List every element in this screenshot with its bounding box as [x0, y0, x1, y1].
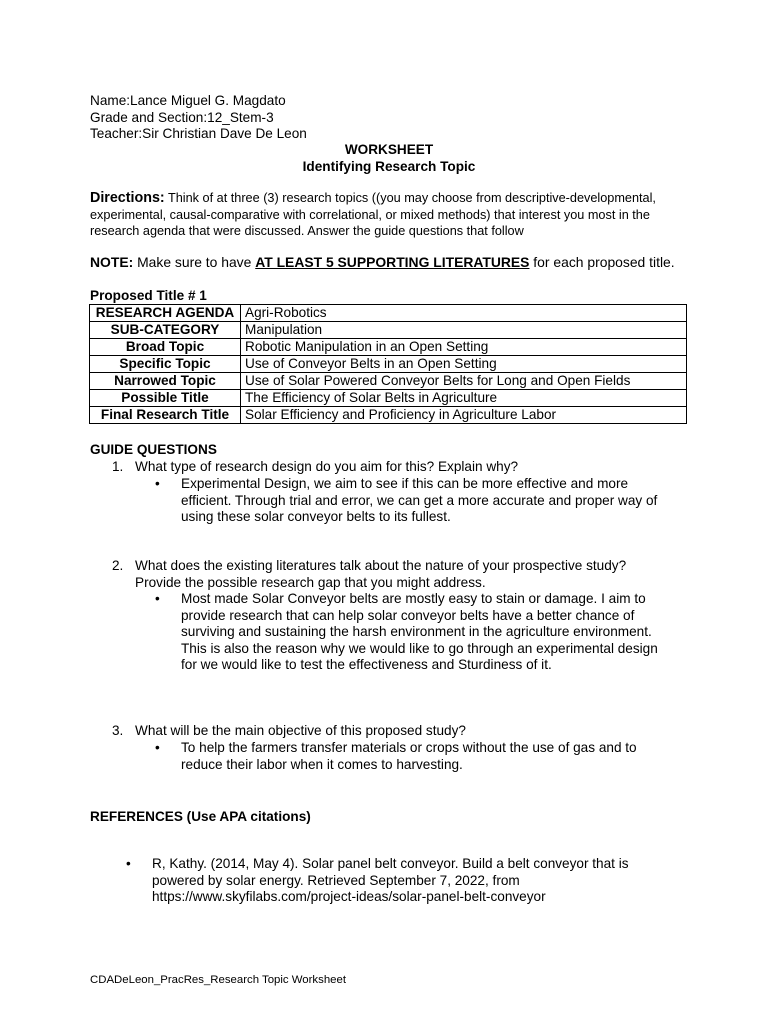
row-value: Use of Solar Powered Conveyor Belts for Long and Open Fields: [241, 373, 687, 390]
row-label: Possible Title: [90, 390, 241, 407]
bullet-icon: •: [126, 856, 131, 871]
question-number: 2.: [112, 558, 124, 573]
worksheet-title: WORKSHEET: [344, 142, 434, 157]
table-row: [90, 390, 687, 407]
grade-section: Grade and Section:12_Stem-3: [90, 109, 274, 125]
row-label: Narrowed Topic: [90, 373, 241, 390]
note-pre: Make sure to have: [133, 254, 256, 270]
bullet-icon: •: [155, 591, 160, 606]
directions-label: Directions:: [90, 190, 165, 206]
row-value: Robotic Manipulation in an Open Setting: [241, 339, 687, 356]
note: [90, 254, 710, 271]
answer-text: To help the farmers transfer materials or crops without the use of gas and to reduce their labor when it comes to harvesting.: [181, 740, 637, 772]
research-agenda-table: [89, 304, 687, 424]
directions: [90, 190, 690, 240]
question-text: What type of research design do you aim for this? Explain why?: [135, 459, 519, 474]
note-highlight: AT LEAST 5 SUPPORTING LITERATURES: [255, 254, 530, 270]
table-row: [90, 339, 687, 356]
reference-text: R, Kathy. (2014, May 4). Solar panel belt conveyor. Build a belt conveyor that is powered by solar energy. Retrieved September 7, 2022, from https://www.skyfilabs.com/project-ideas/solar-panel-belt-conveyor: [152, 856, 629, 904]
row-value: Agri-Robotics: [241, 305, 687, 322]
student-info: [90, 93, 307, 143]
table-row: [90, 322, 687, 339]
proposed-title: Proposed Title # 1: [90, 288, 207, 303]
table-row: [90, 356, 687, 373]
row-value: The Efficiency of Solar Belts in Agriculture: [241, 390, 687, 407]
directions-text: Think of at three (3) research topics ((you may choose from descriptive-developmental, experimental, causal-comparative with correlational, or mixed methods) that interest you most in the research agenda that were discussed. Answer the guide questions that follow: [90, 191, 656, 238]
answer-text: Most made Solar Conveyor belts are mostly easy to stain or damage. I aim to provide research that can help solar conveyor belts have a better chance of surviving and sustaining the harsh environment in the agriculture environment. This is also the reason why we would like to go through an experimental design for we would like to test the effectiveness and Sturdiness of it.: [181, 591, 658, 672]
note-post: for each proposed title.: [529, 254, 675, 270]
table-row: [90, 305, 687, 322]
row-label: Final Research Title: [90, 407, 241, 424]
row-label: Specific Topic: [90, 356, 241, 373]
student-name: Name:Lance Miguel G. Magdato: [90, 93, 286, 108]
question-text: What will be the main objective of this proposed study?: [135, 723, 466, 738]
answer-text: Experimental Design, we aim to see if this can be more effective and more efficient. Through trial and error, we can get a more accurate and proper way of using these solar conveyor belts to its fullest.: [181, 476, 658, 524]
teacher-name: Teacher:Sir Christian Dave De Leon: [90, 126, 307, 141]
row-label: RESEARCH AGENDA: [90, 305, 241, 322]
table-row: [90, 407, 687, 424]
bullet-icon: •: [155, 740, 160, 755]
worksheet-subtitle: Identifying Research Topic: [302, 159, 476, 174]
references-heading: REFERENCES (Use APA citations): [90, 809, 311, 824]
bullet-icon: •: [155, 476, 160, 491]
page-footer: CDADeLeon_PracRes_Research Topic Worksheet: [90, 974, 346, 986]
note-label: NOTE:: [90, 254, 134, 270]
row-value: Manipulation: [241, 322, 687, 339]
row-value: Use of Conveyor Belts in an Open Setting: [241, 356, 687, 373]
table-row: [90, 373, 687, 390]
row-value: Solar Efficiency and Proficiency in Agriculture Labor: [241, 407, 687, 424]
row-label: SUB-CATEGORY: [90, 322, 241, 339]
guide-questions-heading: GUIDE QUESTIONS: [90, 442, 217, 457]
question-text: What does the existing literatures talk about the nature of your prospective study? Provide the possible research gap that you might address.: [135, 558, 627, 590]
question-number: 3.: [112, 723, 124, 738]
question-number: 1.: [112, 459, 124, 474]
row-label: Broad Topic: [90, 339, 241, 356]
